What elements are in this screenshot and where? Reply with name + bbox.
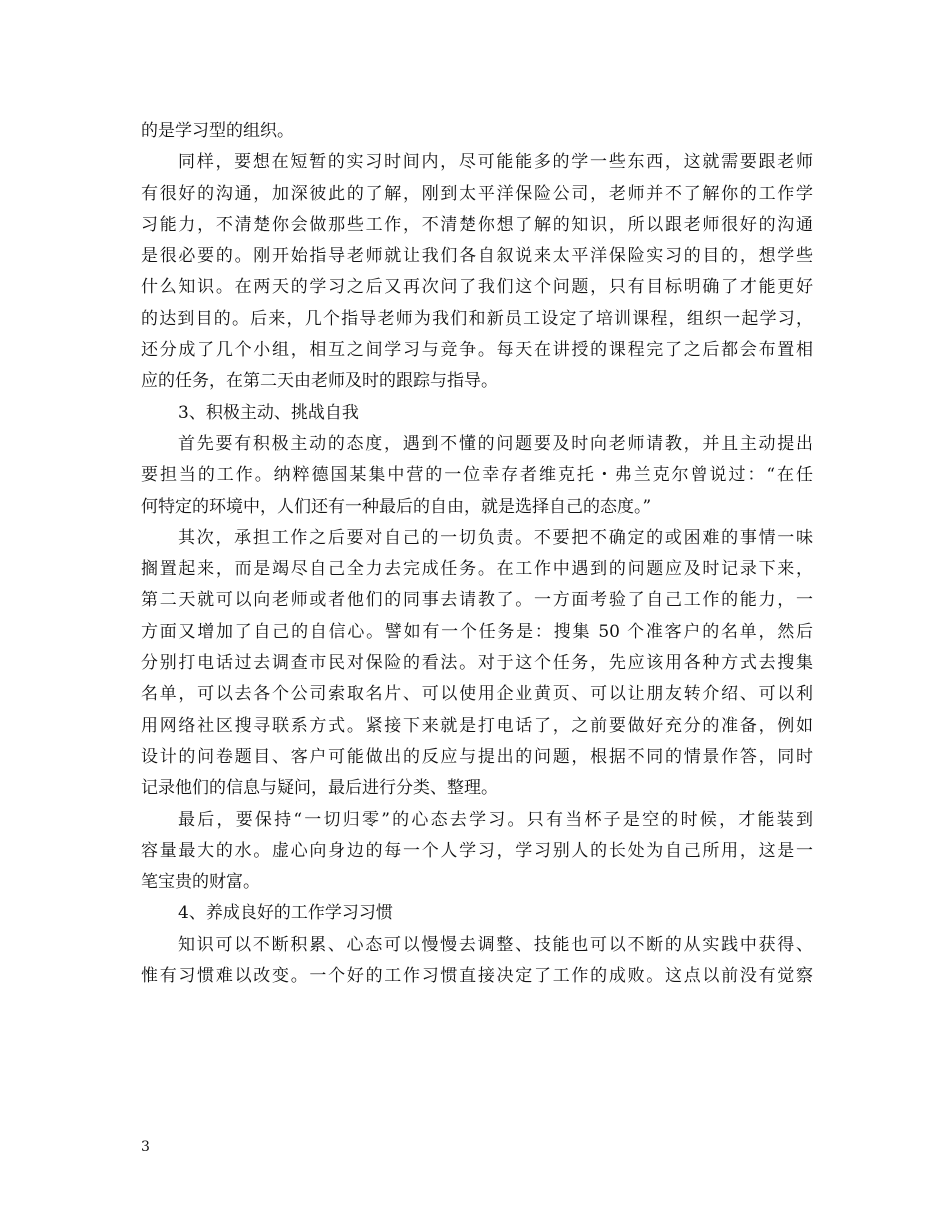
text-line: 何特定的环境中，人们还有一种最后的自由，就是选择自己的态度。” <box>141 496 652 517</box>
text-line: 搁置起来，而是竭尽自己全力去完成任务。在工作中遇到的问题应及时记录下来， <box>141 559 813 580</box>
text-line: 知识可以不断积累、心态可以慢慢去调整、技能也可以不断的从实践中获得、 <box>178 934 813 955</box>
text-line: 其次，承担工作之后要对自己的一切负责。不要把不确定的或困难的事情一味 <box>178 527 813 548</box>
text-line: 名单，可以去各个公司索取名片、可以使用企业黄页、可以让朋友转介绍、可以利 <box>141 684 813 705</box>
text-line: 4、养成良好的工作学习习惯 <box>178 903 393 924</box>
text-line: 的是学习型的组织。 <box>141 121 294 141</box>
text-line: 用网络社区搜寻联系方式。紧接下来就是打电话了，之前要做好充分的准备，例如 <box>141 715 813 736</box>
text-line: 什么知识。在两天的学习之后又再次问了我们这个问题，只有目标明确了才能更好 <box>141 277 813 298</box>
text-line: 分别打电话过去调查市民对保险的看法。对于这个任务，先应该用各种方式去搜集 <box>141 653 813 674</box>
text-line: 首先要有积极主动的态度，遇到不懂的问题要及时向老师请教，并且主动提出 <box>178 433 813 454</box>
text-line: 还分成了几个小组，相互之间学习与竞争。每天在讲授的课程完了之后都会布置相 <box>141 340 813 361</box>
text-line: 是很必要的。刚开始指导老师就让我们各自叙说来太平洋保险实习的目的，想学些 <box>141 246 813 267</box>
text-line: 惟有习惯难以改变。一个好的工作习惯直接决定了工作的成败。这点以前没有觉察 <box>141 966 813 987</box>
text-line: 最后，要保持“一切归零”的心态去学习。只有当杯子是空的时候，才能装到 <box>178 809 813 830</box>
text-line: 笔宝贵的财富。 <box>141 872 260 893</box>
text-line: 的达到目的。后来，几个指导老师为我们和新员工设定了培训课程，组织一起学习， <box>141 308 813 329</box>
body-text <box>141 116 813 992</box>
text-line: 记录他们的信息与疑问，最后进行分类、整理。 <box>141 778 498 799</box>
text-line: 有很好的沟通，加深彼此的了解，刚到太平洋保险公司，老师并不了解你的工作学 <box>141 183 813 204</box>
text-line: 第二天就可以向老师或者他们的同事去请教了。一方面考验了自己工作的能力，一 <box>141 590 813 611</box>
page-number: 3 <box>141 1139 150 1155</box>
text-line: 设计的问卷题目、客户可能做出的反应与提出的问题，根据不同的情景作答，同时 <box>141 746 813 767</box>
text-line: 容量最大的水。虚心向身边的每一个人学习，学习别人的长处为自己所用，这是一 <box>141 840 813 861</box>
text-line: 要担当的工作。纳粹德国某集中营的一位幸存者维克托・弗兰克尔曾说过：“在任 <box>141 465 813 486</box>
text-line: 应的任务，在第二天由老师及时的跟踪与指导。 <box>141 371 498 392</box>
text-line: 习能力，不清楚你会做那些工作，不清楚你想了解的知识，所以跟老师很好的沟通 <box>141 214 813 235</box>
text-line: 3、积极主动、挑战自我 <box>178 402 359 423</box>
text-line: 方面又增加了自己的自信心。譬如有一个任务是：搜集 50 个准客户的名单，然后 <box>141 621 813 642</box>
text-line: 同样，要想在短暂的实习时间内，尽可能能多的学一些东西，这就需要跟老师 <box>178 152 813 173</box>
